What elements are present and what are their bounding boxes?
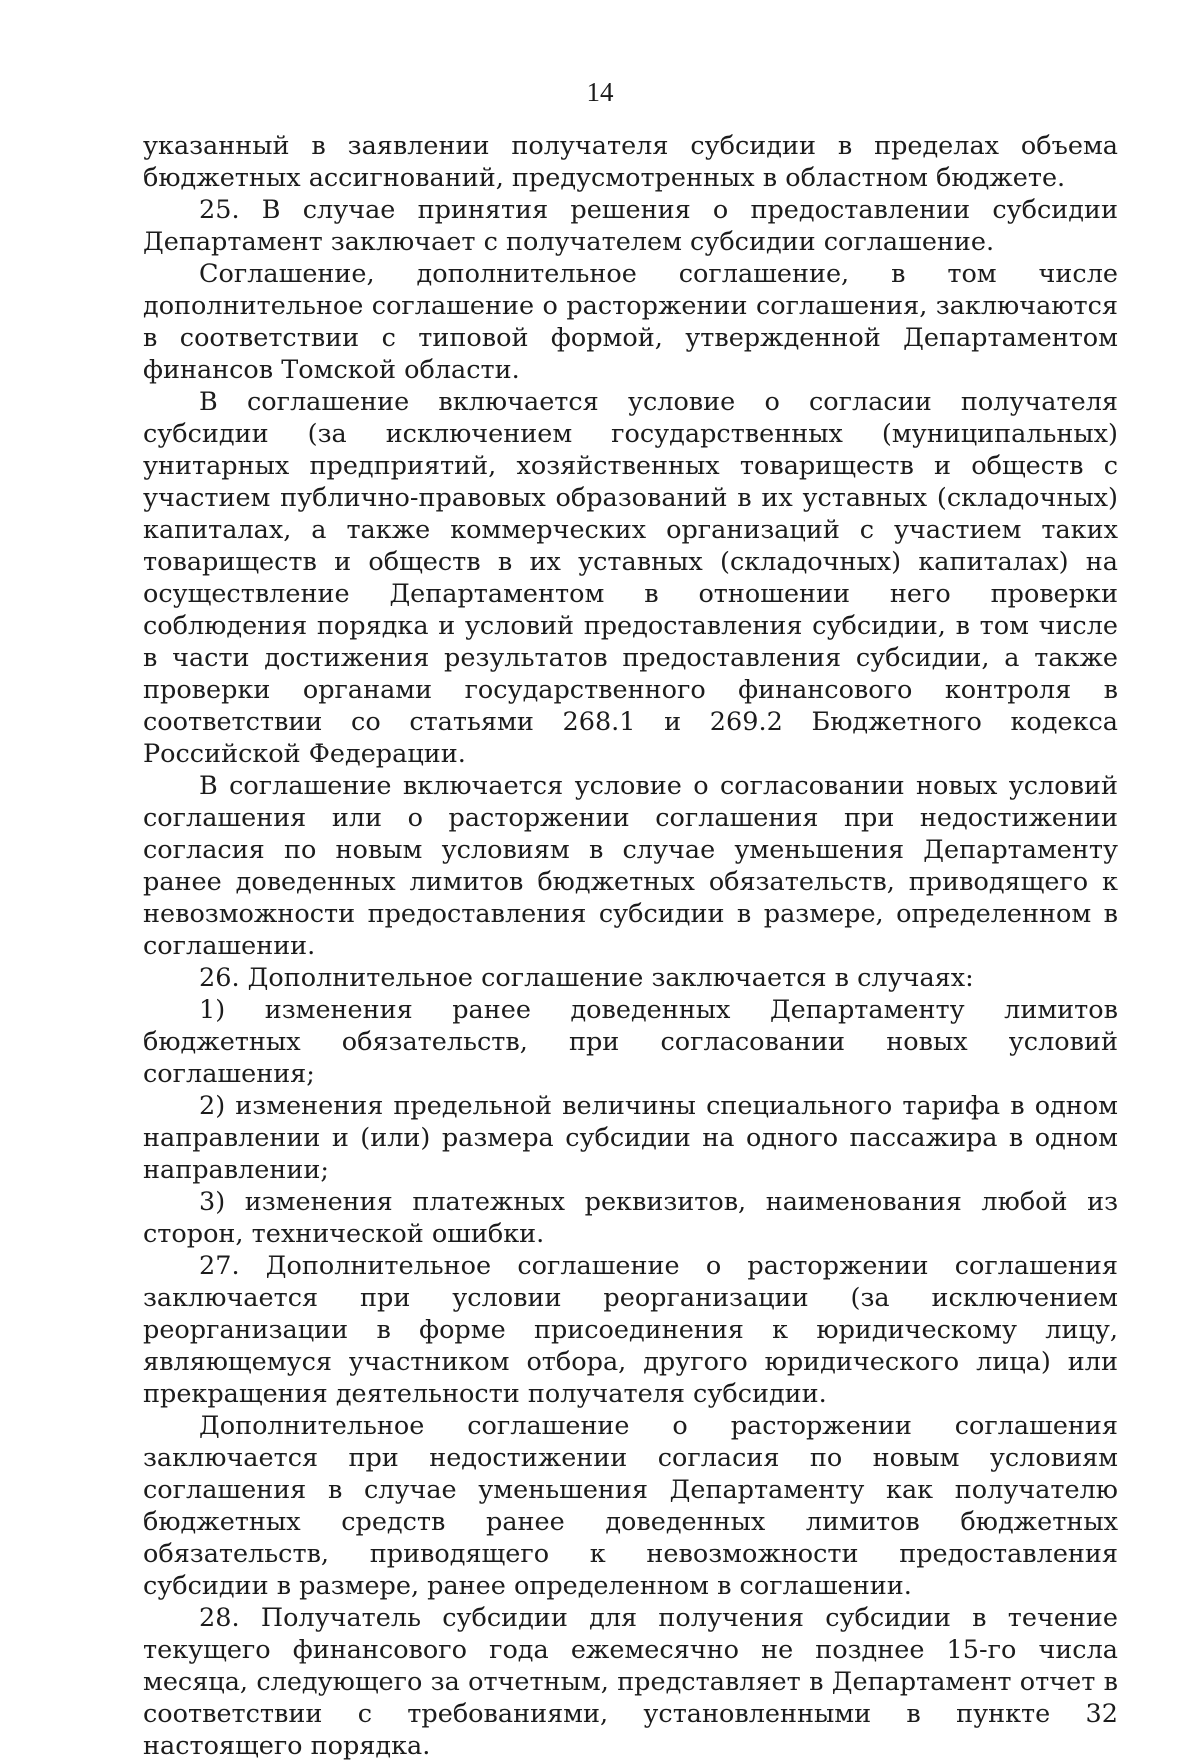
paragraph-termination: Дополнительное соглашение о расторжении соглашения заключается при недостижении согласия по новым условиям соглашения в случае уменьшения Департаменту как получателю бюджетных средств ранее доведенных лимитов бюджетных обязательств, приводящего к невозможности предоставления субсидии в размере, ранее определенном в соглашении.	[143, 1411, 1118, 1601]
paragraph-consent-condition: В соглашение включается условие о согласии получателя субсидии (за исключением государственных (муниципальных) унитарных предприятий, хозяйственных товариществ и обществ с участием публично-правовых образований в их уставных (складочных) капиталах, а также коммерческих организаций с участием таких товариществ и обществ в их уставных (складочных) капиталах) на осуществление Департаментом в отношении него проверки соблюдения порядка и условий предоставления субсидии, в том числе в части достижения результатов предоставления субсидии, а также проверки органами государственного финансового контроля в соответствии со статьями 268.1 и 269.2 Бюджетного кодекса Российской Федерации.	[143, 387, 1118, 769]
paragraph-agreement-form: Соглашение, дополнительное соглашение, в том числе дополнительное соглашение о расторжении соглашения, заключаются в соответствии с типовой формой, утвержденной Департаментом финансов Томской области.	[143, 259, 1118, 385]
paragraph-item-25: 25. В случае принятия решения о предоставлении субсидии Департамент заключает с получателем субсидии соглашение.	[143, 195, 1118, 257]
paragraph-item-28: 28. Получатель субсидии для получения субсидии в течение текущего финансового года ежемесячно не позднее 15-го числа месяца, следующего за отчетным, представляет в Департамент отчет в соответствии с требованиями, установленными в пункте 32 настоящего порядка.	[143, 1603, 1118, 1761]
list-item-3: 3) изменения платежных реквизитов, наименования любой из сторон, технической ошибки.	[143, 1187, 1118, 1249]
document-body	[143, 130, 1118, 1762]
paragraph-continuation: указанный в заявлении получателя субсидии в пределах объема бюджетных ассигнований, предусмотренных в областном бюджете.	[143, 131, 1118, 193]
list-item-1: 1) изменения ранее доведенных Департаменту лимитов бюджетных обязательств, при согласовании новых условий соглашения;	[143, 995, 1118, 1089]
paragraph-new-conditions: В соглашение включается условие о согласовании новых условий соглашения или о расторжении соглашения при недостижении согласия по новым условиям в случае уменьшения Департаменту ранее доведенных лимитов бюджетных обязательств, приводящего к невозможности предоставления субсидии в размере, определенном в соглашении.	[143, 771, 1118, 961]
paragraph-item-27: 27. Дополнительное соглашение о расторжении соглашения заключается при условии реорганизации (за исключением реорганизации в форме присоединения к юридическому лицу, являющемуся участником отбора, другого юридического лица) или прекращения деятельности получателя субсидии.	[143, 1251, 1118, 1409]
page-number: 14	[586, 77, 614, 107]
paragraph-item-26: 26. Дополнительное соглашение заключается в случаях:	[199, 963, 974, 993]
list-item-2: 2) изменения предельной величины специального тарифа в одном направлении и (или) размера субсидии на одного пассажира в одном направлении;	[143, 1091, 1118, 1185]
